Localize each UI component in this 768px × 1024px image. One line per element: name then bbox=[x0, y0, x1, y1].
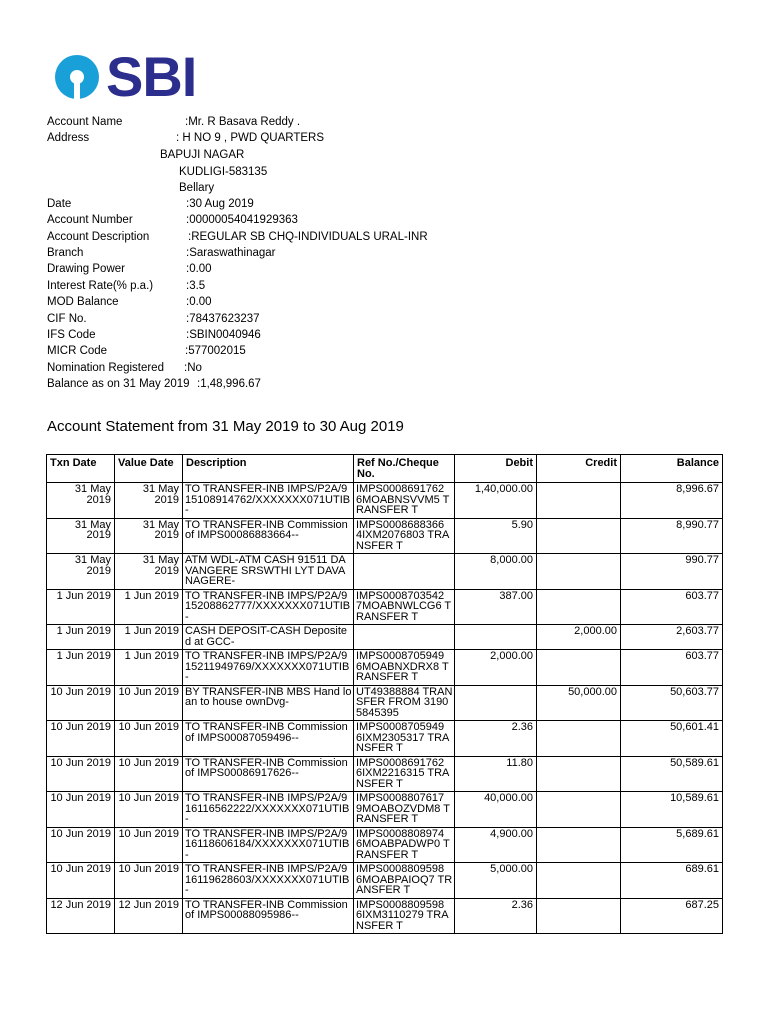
description-cell: TO TRANSFER-INB Commission of IMPS00087059496-- bbox=[183, 721, 354, 757]
table-row bbox=[47, 756, 723, 792]
ref-no-cell: IMPS0008809598 6MOABPAIOQ7 TRANSFER T bbox=[354, 863, 455, 899]
branch-value: :Saraswathinagar bbox=[186, 247, 276, 259]
header-debit: Debit bbox=[455, 455, 537, 483]
ref-no-cell: IMPS0008691762 6IXM2216315 TRANSFER T bbox=[354, 756, 455, 792]
header-credit: Credit bbox=[537, 455, 621, 483]
description-cell: TO TRANSFER-INB IMPS/P2A/916118606184/XXXXXXX071UTIB- bbox=[183, 827, 354, 863]
credit-cell bbox=[537, 863, 621, 899]
address-label: Address bbox=[47, 132, 90, 144]
table-row bbox=[47, 863, 723, 899]
txn-date-cell: 1 Jun 2019 bbox=[47, 589, 115, 625]
debit-cell: 5.90 bbox=[455, 518, 537, 554]
txn-date-cell: 31 May 2019 bbox=[47, 483, 115, 519]
ref-no-cell: IMPS0008705949 6IXM2305317 TRANSFER T bbox=[354, 721, 455, 757]
table-row bbox=[47, 589, 723, 625]
value-date-cell: 10 Jun 2019 bbox=[115, 792, 183, 828]
account-number-value: :00000054041929363 bbox=[186, 214, 298, 226]
header-description: Description bbox=[183, 455, 354, 483]
account-name-value: :Mr. R Basava Reddy . bbox=[185, 116, 301, 128]
debit-cell: 4,900.00 bbox=[455, 827, 537, 863]
txn-date-cell: 12 Jun 2019 bbox=[47, 898, 115, 934]
balance-cell: 689.61 bbox=[621, 863, 723, 899]
description-cell: TO TRANSFER-INB IMPS/P2A/915108914762/XXXXXXX071UTIB- bbox=[183, 483, 354, 519]
credit-cell bbox=[537, 898, 621, 934]
address-line-1: : H NO 9 , PWD QUARTERS bbox=[176, 132, 325, 144]
value-date-cell: 31 May 2019 bbox=[115, 554, 183, 590]
txn-date-cell: 1 Jun 2019 bbox=[47, 625, 115, 650]
description-cell: TO TRANSFER-INB Commission of IMPS00086883664-- bbox=[183, 518, 354, 554]
value-date-cell: 31 May 2019 bbox=[115, 483, 183, 519]
value-date-cell: 1 Jun 2019 bbox=[115, 625, 183, 650]
ref-no-cell: IMPS0008807617 9MOABOZVDM8 TRANSFER T bbox=[354, 792, 455, 828]
ref-no-cell: IMPS0008703542 7MOABNWLCG6 TRANSFER T bbox=[354, 589, 455, 625]
ref-no-cell: IMPS0008808974 6MOABPADWP0 TRANSFER T bbox=[354, 827, 455, 863]
date-value: :30 Aug 2019 bbox=[186, 198, 254, 210]
value-date-cell: 10 Jun 2019 bbox=[115, 721, 183, 757]
ref-no-cell: IMPS0008691762 6MOABNSVVM5 TRANSFER T bbox=[354, 483, 455, 519]
header-value-date: Value Date bbox=[115, 455, 183, 483]
cif-label: CIF No. bbox=[47, 313, 87, 325]
value-date-cell: 31 May 2019 bbox=[115, 518, 183, 554]
credit-cell bbox=[537, 554, 621, 590]
debit-cell: 1,40,000.00 bbox=[455, 483, 537, 519]
statement-title: Account Statement from 31 May 2019 to 30 Aug 2019 bbox=[47, 418, 404, 435]
balance-cell: 50,603.77 bbox=[621, 685, 723, 721]
account-description-label: Account Description bbox=[47, 231, 150, 243]
txn-date-cell: 10 Jun 2019 bbox=[47, 792, 115, 828]
table-row bbox=[47, 898, 723, 934]
debit-cell: 40,000.00 bbox=[455, 792, 537, 828]
table-header-row bbox=[47, 455, 723, 483]
description-cell: TO TRANSFER-INB IMPS/P2A/916116562222/XXXXXXX071UTIB- bbox=[183, 792, 354, 828]
description-cell: TO TRANSFER-INB Commission of IMPS00086917626-- bbox=[183, 756, 354, 792]
micr-code-value: :577002015 bbox=[185, 345, 246, 357]
debit-cell: 2,000.00 bbox=[455, 650, 537, 686]
header-ref-no: Ref No./Cheque No. bbox=[354, 455, 455, 483]
value-date-cell: 1 Jun 2019 bbox=[115, 589, 183, 625]
ifs-code-label: IFS Code bbox=[47, 329, 96, 341]
ref-no-cell: IMPS0008688366 4IXM2076803 TRANSFER T bbox=[354, 518, 455, 554]
txn-date-cell: 31 May 2019 bbox=[47, 518, 115, 554]
table-row bbox=[47, 721, 723, 757]
date-label: Date bbox=[47, 198, 72, 210]
balance-cell: 50,601.41 bbox=[621, 721, 723, 757]
debit-cell: 2.36 bbox=[455, 898, 537, 934]
description-cell: TO TRANSFER-INB IMPS/P2A/915208862777/XXXXXXX071UTIB- bbox=[183, 589, 354, 625]
txn-date-cell: 1 Jun 2019 bbox=[47, 650, 115, 686]
balance-cell: 8,996.67 bbox=[621, 483, 723, 519]
credit-cell bbox=[537, 792, 621, 828]
debit-cell bbox=[455, 625, 537, 650]
ref-no-cell: IMPS0008705949 6MOABNXDRX8 TRANSFER T bbox=[354, 650, 455, 686]
table-row bbox=[47, 518, 723, 554]
mod-balance-label: MOD Balance bbox=[47, 296, 119, 308]
balance-cell: 687.25 bbox=[621, 898, 723, 934]
nomination-value: :No bbox=[184, 362, 202, 374]
value-date-cell: 10 Jun 2019 bbox=[115, 756, 183, 792]
credit-cell bbox=[537, 518, 621, 554]
table-row bbox=[47, 554, 723, 590]
account-description-value: :REGULAR SB CHQ-INDIVIDUALS URAL-INR bbox=[188, 231, 428, 243]
table-row bbox=[47, 650, 723, 686]
sbi-keyhole-icon bbox=[54, 54, 100, 100]
branch-label: Branch bbox=[47, 247, 84, 259]
drawing-power-label: Drawing Power bbox=[47, 263, 125, 275]
sbi-logo bbox=[54, 45, 197, 108]
balance-cell: 50,589.61 bbox=[621, 756, 723, 792]
credit-cell: 50,000.00 bbox=[537, 685, 621, 721]
value-date-cell: 1 Jun 2019 bbox=[115, 650, 183, 686]
txn-date-cell: 31 May 2019 bbox=[47, 554, 115, 590]
account-number-label: Account Number bbox=[47, 214, 133, 226]
txn-date-cell: 10 Jun 2019 bbox=[47, 863, 115, 899]
txn-date-cell: 10 Jun 2019 bbox=[47, 721, 115, 757]
account-name-label: Account Name bbox=[47, 116, 123, 128]
txn-date-cell: 10 Jun 2019 bbox=[47, 827, 115, 863]
balance-cell: 8,990.77 bbox=[621, 518, 723, 554]
balance-cell: 2,603.77 bbox=[621, 625, 723, 650]
balance-cell: 990.77 bbox=[621, 554, 723, 590]
debit-cell: 2.36 bbox=[455, 721, 537, 757]
header-balance: Balance bbox=[621, 455, 723, 483]
description-cell: BY TRANSFER-INB MBS Hand loan to house ownDvg- bbox=[183, 685, 354, 721]
debit-cell: 387.00 bbox=[455, 589, 537, 625]
description-cell: ATM WDL-ATM CASH 91511 DAVANGERE SRSWTHI LYT DAVANAGERE- bbox=[183, 554, 354, 590]
debit-cell: 11.80 bbox=[455, 756, 537, 792]
micr-code-label: MICR Code bbox=[47, 345, 108, 357]
nomination-label: Nomination Registered bbox=[47, 362, 164, 374]
txn-date-cell: 10 Jun 2019 bbox=[47, 685, 115, 721]
value-date-cell: 10 Jun 2019 bbox=[115, 827, 183, 863]
opening-balance-value: :1,48,996.67 bbox=[197, 378, 261, 390]
credit-cell bbox=[537, 827, 621, 863]
table-row bbox=[47, 685, 723, 721]
cif-value: :78437623237 bbox=[186, 313, 260, 325]
drawing-power-value: :0.00 bbox=[186, 263, 212, 275]
ref-no-cell bbox=[354, 554, 455, 590]
credit-cell bbox=[537, 589, 621, 625]
credit-cell bbox=[537, 483, 621, 519]
header-txn-date: Txn Date bbox=[47, 455, 115, 483]
description-cell: TO TRANSFER-INB Commission of IMPS00088095986-- bbox=[183, 898, 354, 934]
table-row bbox=[47, 827, 723, 863]
debit-cell bbox=[455, 685, 537, 721]
interest-rate-label: Interest Rate(% p.a.) bbox=[47, 280, 154, 292]
value-date-cell: 12 Jun 2019 bbox=[115, 898, 183, 934]
value-date-cell: 10 Jun 2019 bbox=[115, 685, 183, 721]
transactions-table bbox=[46, 454, 723, 934]
description-cell: TO TRANSFER-INB IMPS/P2A/915211949769/XXXXXXX071UTIB- bbox=[183, 650, 354, 686]
credit-cell bbox=[537, 756, 621, 792]
address-line-4: Bellary bbox=[179, 182, 215, 194]
table-row bbox=[47, 483, 723, 519]
ref-no-cell bbox=[354, 625, 455, 650]
ref-no-cell: IMPS0008809598 6IXM3110279 TRANSFER T bbox=[354, 898, 455, 934]
balance-cell: 603.77 bbox=[621, 650, 723, 686]
balance-cell: 5,689.61 bbox=[621, 827, 723, 863]
table-row bbox=[47, 792, 723, 828]
credit-cell bbox=[537, 721, 621, 757]
debit-cell: 8,000.00 bbox=[455, 554, 537, 590]
transactions-body bbox=[47, 483, 723, 934]
description-cell: TO TRANSFER-INB IMPS/P2A/916119628603/XXXXXXX071UTIB- bbox=[183, 863, 354, 899]
ref-no-cell: UT49388884 TRANSFER FROM 31905845395 bbox=[354, 685, 455, 721]
value-date-cell: 10 Jun 2019 bbox=[115, 863, 183, 899]
description-cell: CASH DEPOSIT-CASH Deposited at GCC- bbox=[183, 625, 354, 650]
mod-balance-value: :0.00 bbox=[186, 296, 212, 308]
balance-cell: 10,589.61 bbox=[621, 792, 723, 828]
credit-cell: 2,000.00 bbox=[537, 625, 621, 650]
ifs-code-value: :SBIN0040946 bbox=[186, 329, 261, 341]
balance-cell: 603.77 bbox=[621, 589, 723, 625]
debit-cell: 5,000.00 bbox=[455, 863, 537, 899]
opening-balance-label: Balance as on 31 May 2019 bbox=[47, 378, 190, 390]
sbi-logo-text: SBI bbox=[106, 45, 197, 108]
txn-date-cell: 10 Jun 2019 bbox=[47, 756, 115, 792]
credit-cell bbox=[537, 650, 621, 686]
address-line-3: KUDLIGI-583135 bbox=[179, 166, 268, 178]
interest-rate-value: :3.5 bbox=[186, 280, 206, 292]
address-line-2: BAPUJI NAGAR bbox=[160, 149, 245, 161]
table-row bbox=[47, 625, 723, 650]
